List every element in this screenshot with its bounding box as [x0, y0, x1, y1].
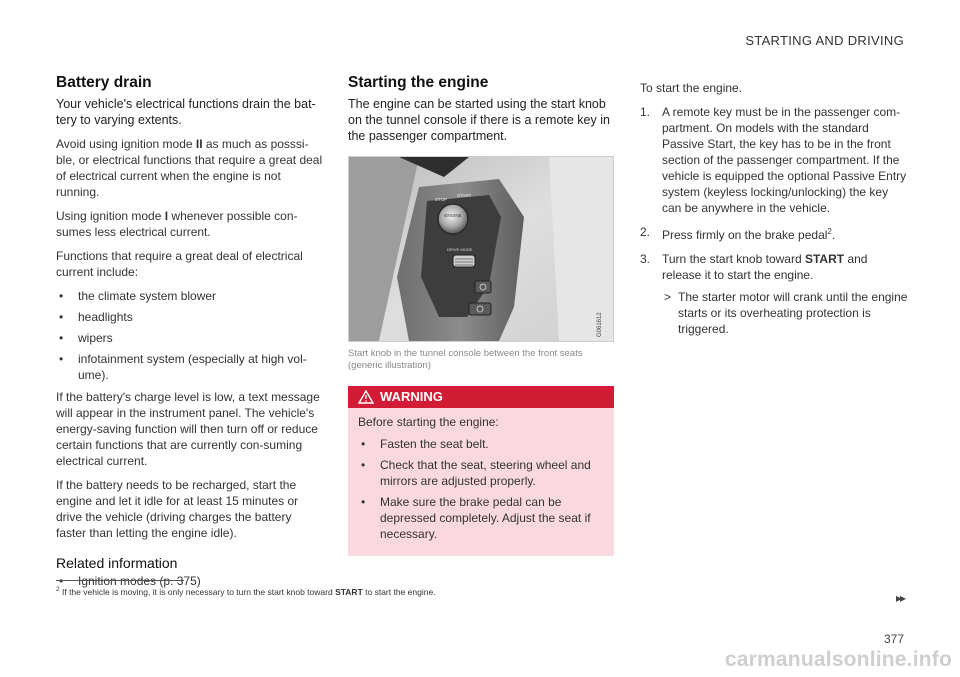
ignition-ii-paragraph: Avoid using ignition mode II as much as posssi-ble, or electrical functions that require a great deal of electrical current when the engine is not running. [56, 137, 323, 199]
starting-engine-column [348, 75, 614, 556]
step-number: 1. [640, 105, 651, 119]
bullet-icon: • [59, 331, 64, 345]
battery-drain-column [56, 75, 324, 595]
low-charge-paragraph: If the battery's charge level is low, a text message will appear in the instrument panel. The vehicle's energy-saving function will then turn off or reduce certain functions that are currently con-suming electrical current. [56, 390, 320, 468]
step-item: 2. Press firmly on the brake pedal$^2$. [640, 225, 836, 242]
list-item: • the climate system blower [59, 289, 217, 303]
page-number: 377 [883, 632, 904, 646]
list-item: • wipers [59, 331, 113, 345]
step-item: 1. A remote key must be in the passenger com-partment. On models with the standard Passive Start, the key has to be in the front section of the passenger compartment. If the vehicle is equipped the optional Passive Entry system (keyless locking/unlocking) the key can be anywhere in the vehicle. [640, 105, 907, 215]
warning-intro: Before starting the engine: [358, 415, 499, 429]
bullet-icon: • [59, 310, 64, 324]
warning-triangle-icon [358, 390, 374, 404]
ignition-mode-ii: II [195, 137, 203, 151]
starting-engine-heading: Starting the engine [348, 74, 489, 91]
list-item: • Fasten the seat belt. [361, 437, 489, 451]
start-keyword: START [804, 252, 845, 266]
bullet-icon: • [361, 495, 366, 509]
starting-engine-lead: The engine can be started using the start knob on the tunnel console if there is a remote key in the passenger compartment. [348, 97, 610, 143]
result-arrow-icon: > [664, 290, 672, 304]
bullet-icon: • [361, 458, 366, 472]
ignition-mode-i: I [164, 209, 169, 223]
step-item: 3. Turn the start knob toward START and release it to start the engine. > The starter motor will crank until the engine starts or its overheating protection is triggered. [640, 252, 908, 336]
footnote-ref: 2 [827, 227, 832, 236]
next-page-arrows-icon[interactable]: ▸▸ [895, 591, 904, 605]
procedure-steps [640, 104, 908, 337]
related-link-ignition-modes[interactable]: • Ignition modes (p. 375) [59, 574, 201, 588]
warning-box [348, 386, 614, 556]
knob-stop-label: STOP [435, 197, 448, 202]
section-header: STARTING AND DRIVING [745, 33, 904, 48]
list-item: • Check that the seat, steering wheel and mirrors are adjusted properly. [361, 458, 591, 488]
functions-list [56, 288, 324, 383]
bullet-icon: • [59, 352, 64, 366]
footnote: $^2$ If the vehicle is moving, it is only necessary to turn the start knob toward START to start the engine. [56, 586, 436, 597]
step-number: 3. [640, 252, 651, 266]
bullet-icon: • [59, 289, 64, 303]
procedure-intro: To start the engine. [640, 81, 743, 95]
list-item: • headlights [59, 310, 133, 324]
knob-start-label: START [457, 193, 472, 198]
list-item: • Make sure the brake pedal can be depressed completely. Adjust the seat if necessary. [361, 495, 591, 541]
ignition-i-paragraph: Using ignition mode I whenever possible con-sumes less electrical current. [56, 209, 298, 239]
step-number: 2. [640, 225, 651, 239]
figure-caption: Start knob in the tunnel console between the front seats (generic illustration) [348, 348, 583, 371]
warning-list [358, 436, 604, 542]
warning-header [348, 386, 614, 408]
list-item: • infotainment system (especially at high vol-ume). [59, 352, 307, 382]
knob-engine-label: ENGINE [444, 213, 462, 218]
recharge-paragraph: If the battery needs to be recharged, start the engine and let it idle for at least 15 minutes or drive the vehicle (driving charges the battery faster than letting the engine idle). [56, 478, 299, 540]
drive-mode-label: DRIVE MODE [447, 247, 473, 252]
warning-title: WARNING [380, 389, 443, 404]
step-result: > The starter motor will crank until the engine starts or its overheating protection is triggered. [664, 290, 908, 336]
related-information-heading: Related information [56, 555, 178, 571]
footnote-divider [56, 580, 184, 581]
bullet-icon: • [59, 574, 64, 588]
battery-drain-heading: Battery drain [56, 74, 152, 91]
bullet-icon: • [361, 437, 366, 451]
watermark: carmanualsonline.info [724, 648, 952, 671]
figure-code: G061612 [597, 312, 603, 337]
functions-intro: Functions that require a great deal of electrical current include: [56, 249, 303, 279]
start-procedure-column [640, 80, 908, 345]
battery-drain-lead: Your vehicle's electrical functions drain the bat-tery to varying extents. [56, 97, 316, 127]
start-knob-illustration [348, 156, 614, 342]
